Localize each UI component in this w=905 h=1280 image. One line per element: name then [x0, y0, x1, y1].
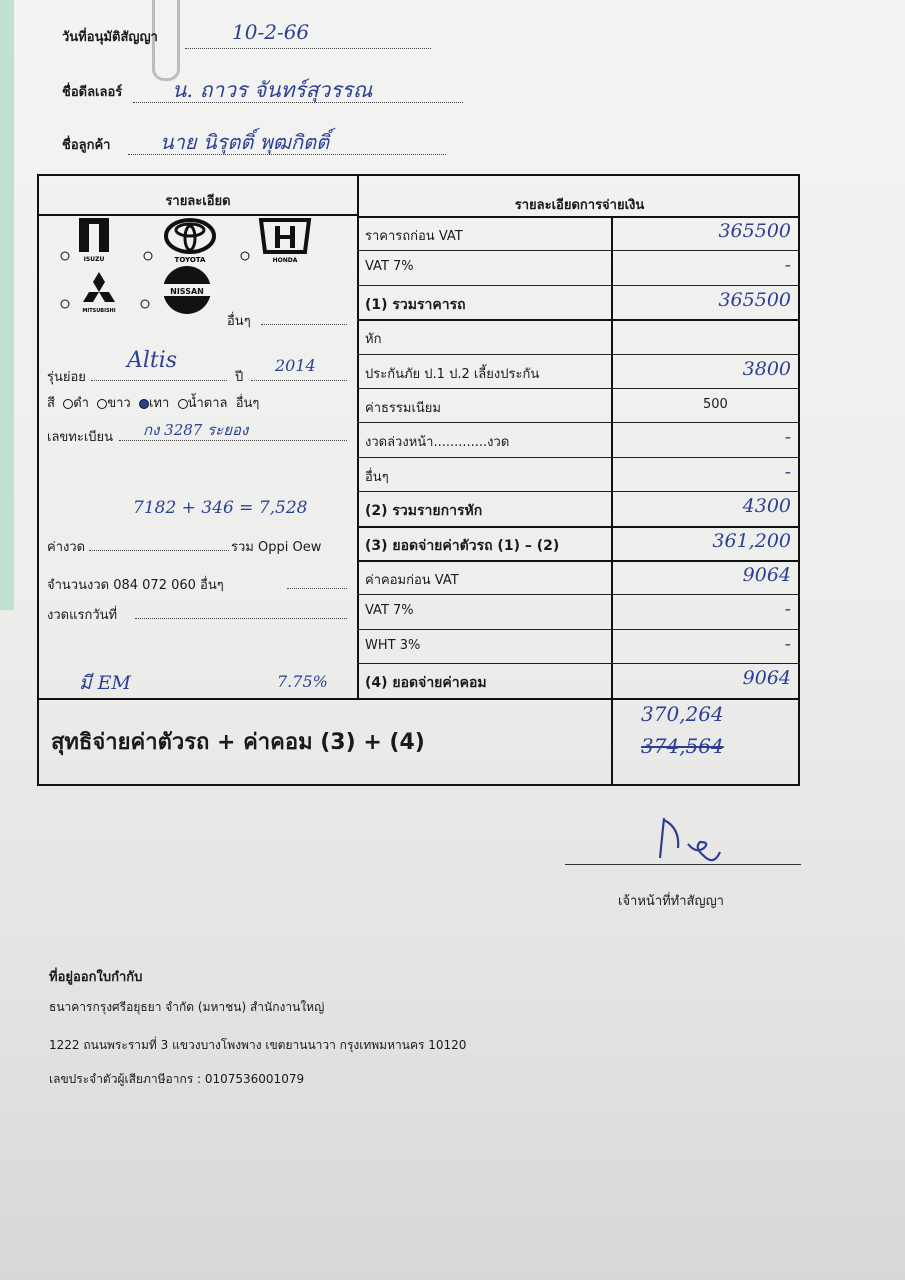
net-total-label: สุทธิจ่ายค่าตัวรถ + ค่าคอม (3) + (4)	[51, 730, 425, 755]
model-label: รุ่นย่อย	[47, 370, 86, 385]
payment-row-divider	[357, 388, 800, 389]
value-column-divider	[611, 216, 613, 786]
honda-logo	[239, 216, 319, 268]
net-total-value: 370,264	[641, 702, 724, 726]
customer-value: นาย นิรุตติ์ พุฒกิตติ์	[160, 130, 330, 154]
first-due-dots	[135, 618, 347, 619]
payment-row-label: VAT 7%	[365, 259, 414, 275]
honda-logo-text: HONDA	[272, 257, 298, 264]
dealer-value: น. ถาวร จันทร์สุวรรณ	[172, 78, 373, 102]
payment-row-value: -	[784, 460, 791, 483]
payment-row-value: 365500	[718, 288, 791, 311]
column-divider	[357, 176, 359, 698]
toyota-logo	[142, 216, 222, 268]
payment-row-divider	[357, 663, 800, 664]
payment-row-value: -	[784, 426, 791, 449]
payment-row-label: อื่นๆ	[365, 469, 389, 485]
terms-dots	[287, 588, 347, 589]
left-title: รายละเอียด	[165, 194, 231, 209]
em-value: มี EM	[79, 672, 131, 694]
payment-row-value: 3800	[742, 357, 791, 380]
nissan-logo	[139, 264, 219, 320]
color-label: สี	[47, 396, 55, 411]
installment-label: ค่างวด	[47, 540, 86, 555]
payment-row-divider	[357, 422, 800, 423]
color-option-radio[interactable]	[97, 399, 107, 409]
billing-line-2: 1222 ถนนพระรามที่ 3 แขวงบางโพงพาง เขตยานนาวา กรุงเทพมหานคร 10120	[49, 1038, 467, 1052]
dealer-label: ชื่อดีลเลอร์	[62, 85, 123, 100]
year-value: 2014	[275, 356, 316, 375]
payment-row-divider	[357, 354, 800, 355]
installment-suffix: รวม Oppi Oew	[231, 540, 322, 555]
approval-date-label: วันที่อนุมัติสัญญา	[62, 30, 158, 45]
customer-label: ชื่อลูกค้า	[62, 138, 111, 153]
payment-row-value: 9064	[742, 564, 791, 586]
payment-row-divider	[357, 526, 800, 528]
payment-row-value: 9064	[742, 667, 791, 690]
payment-row-divider	[357, 491, 800, 492]
right-title: รายละเอียดการจ่ายเงิน	[514, 198, 645, 213]
year-label: ปี	[235, 370, 244, 385]
payment-row-divider	[357, 594, 800, 595]
right-header-line	[357, 216, 800, 218]
payment-row-divider	[357, 319, 800, 321]
model-value: Altis	[127, 348, 178, 373]
background-edge	[0, 0, 14, 610]
payment-row-label: ราคารถก่อน VAT	[365, 229, 463, 244]
color-option-radio-checked[interactable]	[139, 399, 149, 409]
payment-row-value: 4300	[742, 495, 791, 518]
installment-calc: 7182 + 346 = 7,528	[133, 498, 308, 518]
payment-row-label: WHT 3%	[365, 637, 421, 653]
nissan-logo-text: NISSAN	[170, 287, 204, 296]
color-option-other: อื่นๆ	[235, 396, 260, 411]
payment-row-value: -	[784, 632, 791, 655]
payment-row-value: -	[784, 254, 791, 277]
dealer-row	[62, 81, 122, 102]
rate-value: 7.75%	[277, 672, 328, 691]
color-option-radio[interactable]	[63, 399, 73, 409]
net-total-struck-value: 374,564	[641, 734, 724, 758]
payment-row-divider	[357, 250, 800, 251]
payment-row-label: งวดล่วงหน้า.............งวด	[365, 435, 510, 451]
other-brand-dots	[261, 324, 347, 325]
approval-date-value: 10-2-66	[232, 20, 310, 44]
billing-line-3: เลขประจำตัวผู้เสียภาษีอากร : 0107536001079	[49, 1072, 305, 1086]
signature-label: เจ้าหน้าที่ทำสัญญา	[618, 894, 724, 909]
payment-row-label: ค่าธรรมเนียม	[365, 401, 441, 416]
payment-row-label: ประกันภัย ป.1 ป.2 เลี้ยงประกัน	[365, 366, 540, 382]
other-brand-label: อื่นๆ	[227, 314, 251, 329]
customer-row	[62, 134, 110, 155]
isuzu-logo	[59, 216, 121, 268]
payment-row-label: ค่าคอมก่อน VAT	[365, 573, 459, 588]
isuzu-logo-text: ISUZU	[83, 256, 105, 263]
approval-date-row	[62, 26, 158, 47]
total-top-line	[39, 698, 800, 700]
payment-row-label: (4) ยอดจ่ายค่าคอม	[365, 675, 487, 692]
year-dots	[251, 380, 347, 381]
payment-row-divider	[357, 629, 800, 630]
first-due-label: งวดแรกวันที่	[47, 608, 118, 623]
payment-row-value: 500	[703, 397, 728, 412]
payment-row-label: (1) รวมราคารถ	[365, 296, 466, 313]
payment-row-value: 365500	[718, 220, 791, 242]
color-option-gray: เทา	[148, 396, 170, 411]
signature-line	[565, 864, 801, 865]
payment-row-divider	[357, 285, 800, 286]
color-option-brown: น้ำตาล	[187, 396, 228, 411]
installment-dots	[89, 550, 229, 551]
payment-row-divider	[357, 457, 800, 458]
payment-row-label: VAT 7%	[365, 603, 414, 619]
payment-table	[37, 174, 800, 786]
approval-date-dots	[185, 48, 431, 49]
color-option-black: ดำ	[73, 396, 89, 411]
mitsubishi-logo	[59, 268, 129, 320]
payment-row-divider	[357, 560, 800, 562]
plate-value: กง 3287 ระยอง	[143, 421, 249, 439]
toyota-logo-text: TOYOTA	[174, 256, 206, 264]
terms-label: จำนวนงวด 084 072 060 อื่นๆ	[47, 578, 224, 593]
mitsubishi-logo-text: MITSUBISHI	[82, 308, 116, 314]
payment-row-value: -	[784, 598, 791, 621]
model-dots	[91, 380, 227, 381]
billing-line-1: ธนาคารกรุงศรีอยุธยา จำกัด (มหาชน) สำนักงานใหญ่	[49, 1000, 325, 1014]
color-option-radio[interactable]	[178, 399, 188, 409]
color-option-white: ขาว	[107, 396, 131, 411]
signature-mark	[650, 808, 730, 877]
color-row	[47, 392, 259, 413]
plate-label: เลขทะเบียน	[47, 430, 114, 445]
payment-row-label: (3) ยอดจ่ายค่าตัวรถ (1) – (2)	[365, 537, 560, 554]
billing-heading: ที่อยู่ออกใบกำกับ	[49, 970, 143, 985]
payment-row-label: (2) รวมรายการหัก	[365, 503, 483, 520]
payment-row-value: 361,200	[712, 529, 791, 552]
payment-row-label: หัก	[365, 332, 382, 348]
